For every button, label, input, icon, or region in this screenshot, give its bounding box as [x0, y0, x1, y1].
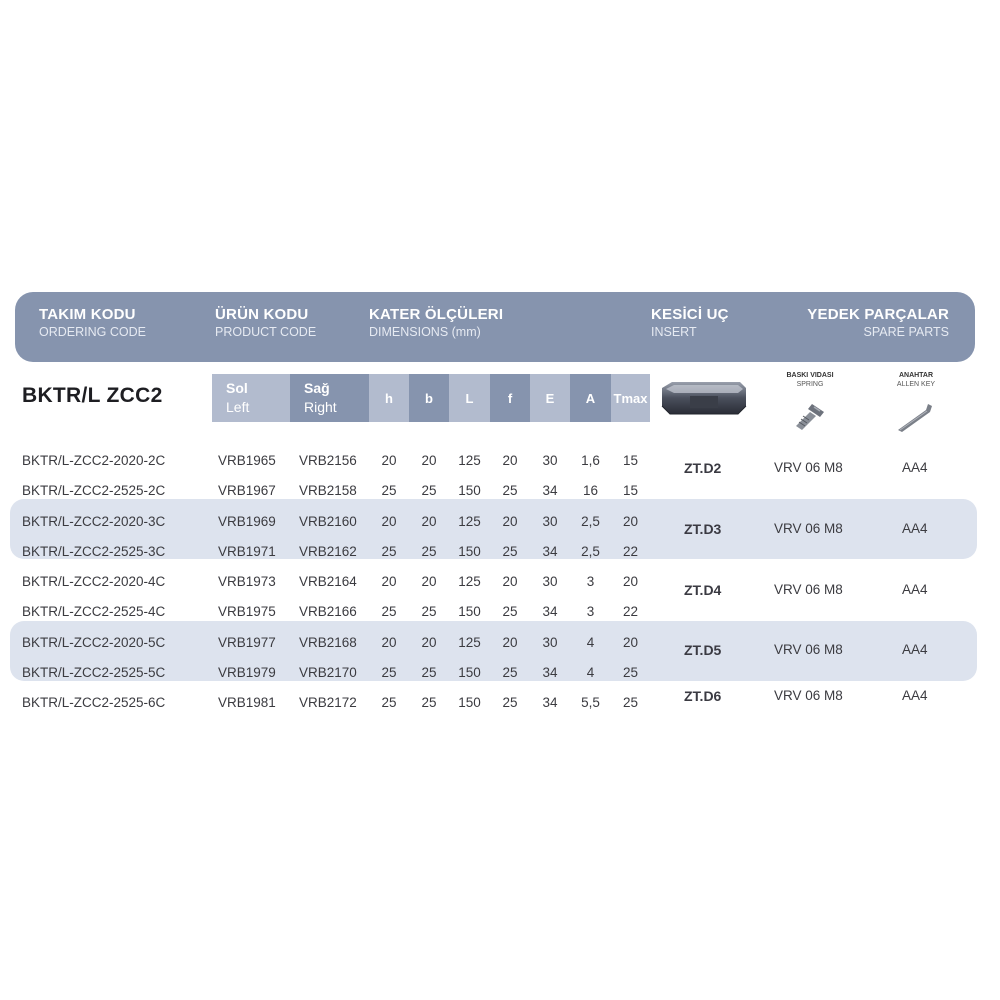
header-ordering-en: ORDERING CODE — [39, 325, 146, 339]
screw-label-tr: BASKI VIDASI — [786, 372, 834, 379]
row-E: 34 — [542, 483, 558, 498]
row-h: 25 — [381, 544, 397, 559]
group-insert-code: ZT.D2 — [684, 460, 722, 476]
row-E: 34 — [542, 665, 558, 680]
row-left: VRB1979 — [218, 665, 276, 680]
group-key-code: AA4 — [902, 642, 928, 657]
row-A: 2,5 — [581, 544, 600, 559]
key-label-en: ALLEN KEY — [896, 381, 936, 388]
series-title: BKTR/L ZCC2 — [22, 384, 163, 407]
row-f: 20 — [502, 453, 518, 468]
row-left: VRB1975 — [218, 604, 276, 619]
subheader-h-label: h — [385, 391, 393, 406]
row-b: 20 — [421, 453, 437, 468]
row-E: 30 — [542, 453, 558, 468]
row-right: VRB2158 — [299, 483, 357, 498]
subheader-h — [369, 374, 409, 422]
row-E: 34 — [542, 544, 558, 559]
key-label — [876, 371, 956, 389]
row-code: BKTR/L-ZCC2-2020-2C — [22, 453, 166, 468]
header-product-tr: ÜRÜN KODU — [215, 306, 309, 323]
subheader-A — [570, 374, 611, 422]
group-key-code: AA4 — [902, 521, 928, 536]
row-left: VRB1981 — [218, 695, 276, 710]
row-code: BKTR/L-ZCC2-2525-2C — [22, 483, 166, 498]
row-left: VRB1977 — [218, 635, 276, 650]
group-key-code: AA4 — [902, 582, 928, 597]
row-right: VRB2162 — [299, 544, 357, 559]
header-ordering-code — [39, 306, 146, 340]
table-row — [0, 567, 1000, 597]
row-A: 3 — [586, 574, 595, 589]
row-f: 25 — [502, 544, 518, 559]
table-row — [0, 507, 1000, 537]
row-b: 20 — [421, 574, 437, 589]
subheader-f — [490, 374, 530, 422]
group-key-code: AA4 — [902, 688, 928, 703]
row-L: 150 — [458, 695, 481, 710]
row-b: 25 — [421, 544, 437, 559]
row-right: VRB2172 — [299, 695, 357, 710]
subheader-b-label: b — [425, 391, 433, 406]
row-E: 34 — [542, 695, 558, 710]
row-A: 2,5 — [581, 514, 600, 529]
row-code: BKTR/L-ZCC2-2525-4C — [22, 604, 166, 619]
screw-label — [770, 371, 850, 389]
group-screw-code: VRV 06 M8 — [774, 460, 843, 475]
allen-key-icon — [894, 400, 938, 434]
table-header-bar — [15, 292, 975, 362]
row-f: 20 — [502, 635, 518, 650]
table-row — [0, 658, 1000, 688]
row-h: 25 — [381, 604, 397, 619]
row-left: VRB1973 — [218, 574, 276, 589]
row-left: VRB1965 — [218, 453, 276, 468]
row-f: 25 — [502, 483, 518, 498]
row-A: 4 — [586, 635, 595, 650]
header-insert — [651, 306, 729, 340]
group-screw-code: VRV 06 M8 — [774, 642, 843, 657]
row-b: 25 — [421, 483, 437, 498]
row-b: 25 — [421, 604, 437, 619]
header-ordering-tr: TAKIM KODU — [39, 306, 136, 323]
group-insert-code: ZT.D3 — [684, 521, 722, 537]
subheader-Tmax — [611, 374, 650, 422]
table-row — [0, 537, 1000, 567]
row-E: 30 — [542, 574, 558, 589]
table-row — [0, 628, 1000, 658]
group-screw-code: VRV 06 M8 — [774, 521, 843, 536]
row-L: 150 — [458, 665, 481, 680]
row-L: 150 — [458, 483, 481, 498]
row-f: 25 — [502, 604, 518, 619]
row-Tmax: 25 — [622, 695, 639, 710]
row-b: 20 — [421, 514, 437, 529]
subheader-left-tr: Sol — [226, 380, 248, 396]
header-insert-en: INSERT — [651, 325, 697, 339]
row-h: 20 — [381, 453, 397, 468]
subheader-L-label: L — [465, 391, 474, 406]
row-b: 20 — [421, 635, 437, 650]
subheader-b — [409, 374, 449, 422]
group-insert-code: ZT.D6 — [684, 688, 722, 704]
row-Tmax: 20 — [622, 635, 639, 650]
row-L: 150 — [458, 604, 481, 619]
row-Tmax: 25 — [622, 665, 639, 680]
row-Tmax: 22 — [622, 604, 639, 619]
row-f: 25 — [502, 695, 518, 710]
subheader-E-label: E — [545, 391, 555, 406]
row-code: BKTR/L-ZCC2-2525-6C — [22, 695, 166, 710]
group-insert-code: ZT.D5 — [684, 642, 722, 658]
row-right: VRB2156 — [299, 453, 357, 468]
row-code: BKTR/L-ZCC2-2020-3C — [22, 514, 166, 529]
row-f: 20 — [502, 574, 518, 589]
subheader-A-label: A — [585, 391, 596, 406]
row-A: 16 — [582, 483, 599, 498]
row-left: VRB1969 — [218, 514, 276, 529]
header-dimensions — [369, 306, 503, 340]
row-b: 25 — [421, 665, 437, 680]
row-A: 1,6 — [581, 453, 600, 468]
group-key-code: AA4 — [902, 460, 928, 475]
row-left: VRB1967 — [218, 483, 276, 498]
group-screw-code: VRV 06 M8 — [774, 582, 843, 597]
subheader-f-label: f — [507, 391, 513, 406]
row-L: 125 — [458, 574, 481, 589]
table-row — [0, 476, 1000, 506]
header-dimensions-en: DIMENSIONS (mm) — [369, 325, 481, 339]
row-L: 125 — [458, 514, 481, 529]
row-Tmax: 20 — [622, 574, 639, 589]
subheader-right-en: Right — [304, 399, 337, 415]
header-product-en: PRODUCT CODE — [215, 325, 317, 339]
header-insert-tr: KESİCİ UÇ — [651, 306, 729, 323]
screw-icon — [790, 400, 830, 434]
row-E: 30 — [542, 635, 558, 650]
row-L: 125 — [458, 635, 481, 650]
row-h: 25 — [381, 483, 397, 498]
row-b: 25 — [421, 695, 437, 710]
key-label-tr: ANAHTAR — [898, 372, 934, 379]
row-right: VRB2164 — [299, 574, 357, 589]
row-h: 20 — [381, 635, 397, 650]
subheader-right-tr: Sağ — [304, 380, 330, 396]
row-code: BKTR/L-ZCC2-2525-3C — [22, 544, 166, 559]
table-row — [0, 688, 1000, 718]
row-code: BKTR/L-ZCC2-2020-4C — [22, 574, 166, 589]
group-insert-code: ZT.D4 — [684, 582, 722, 598]
subheader-left — [212, 374, 290, 422]
row-right: VRB2160 — [299, 514, 357, 529]
row-left: VRB1971 — [218, 544, 276, 559]
subheader-Tmax-label: Tmax — [613, 391, 648, 406]
table-row — [0, 597, 1000, 627]
row-h: 20 — [381, 574, 397, 589]
screw-label-en: SPRING — [796, 381, 824, 388]
row-L: 125 — [458, 453, 481, 468]
subheader-E — [530, 374, 570, 422]
header-spare-en: SPARE PARTS — [863, 325, 949, 339]
table-row — [0, 446, 1000, 476]
row-h: 20 — [381, 514, 397, 529]
row-L: 150 — [458, 544, 481, 559]
row-right: VRB2170 — [299, 665, 357, 680]
header-spare-parts — [807, 306, 949, 340]
row-code: BKTR/L-ZCC2-2525-5C — [22, 665, 166, 680]
insert-icon — [660, 378, 748, 418]
row-E: 30 — [542, 514, 558, 529]
row-right: VRB2168 — [299, 635, 357, 650]
row-right: VRB2166 — [299, 604, 357, 619]
row-h: 25 — [381, 665, 397, 680]
subheader-right — [290, 374, 369, 422]
row-A: 5,5 — [581, 695, 600, 710]
row-A: 4 — [586, 665, 595, 680]
row-code: BKTR/L-ZCC2-2020-5C — [22, 635, 166, 650]
row-h: 25 — [381, 695, 397, 710]
row-f: 20 — [502, 514, 518, 529]
header-dimensions-tr: KATER ÖLÇÜLERI — [369, 306, 504, 323]
row-Tmax: 15 — [622, 453, 639, 468]
header-spare-tr: YEDEK PARÇALAR — [807, 306, 949, 323]
row-A: 3 — [586, 604, 595, 619]
subheader-left-en: Left — [226, 399, 250, 415]
row-Tmax: 22 — [622, 544, 639, 559]
header-product-code — [215, 306, 316, 340]
row-Tmax: 15 — [622, 483, 639, 498]
row-Tmax: 20 — [622, 514, 639, 529]
row-f: 25 — [502, 665, 518, 680]
subheader-L — [449, 374, 490, 422]
row-E: 34 — [542, 604, 558, 619]
group-screw-code: VRV 06 M8 — [774, 688, 843, 703]
